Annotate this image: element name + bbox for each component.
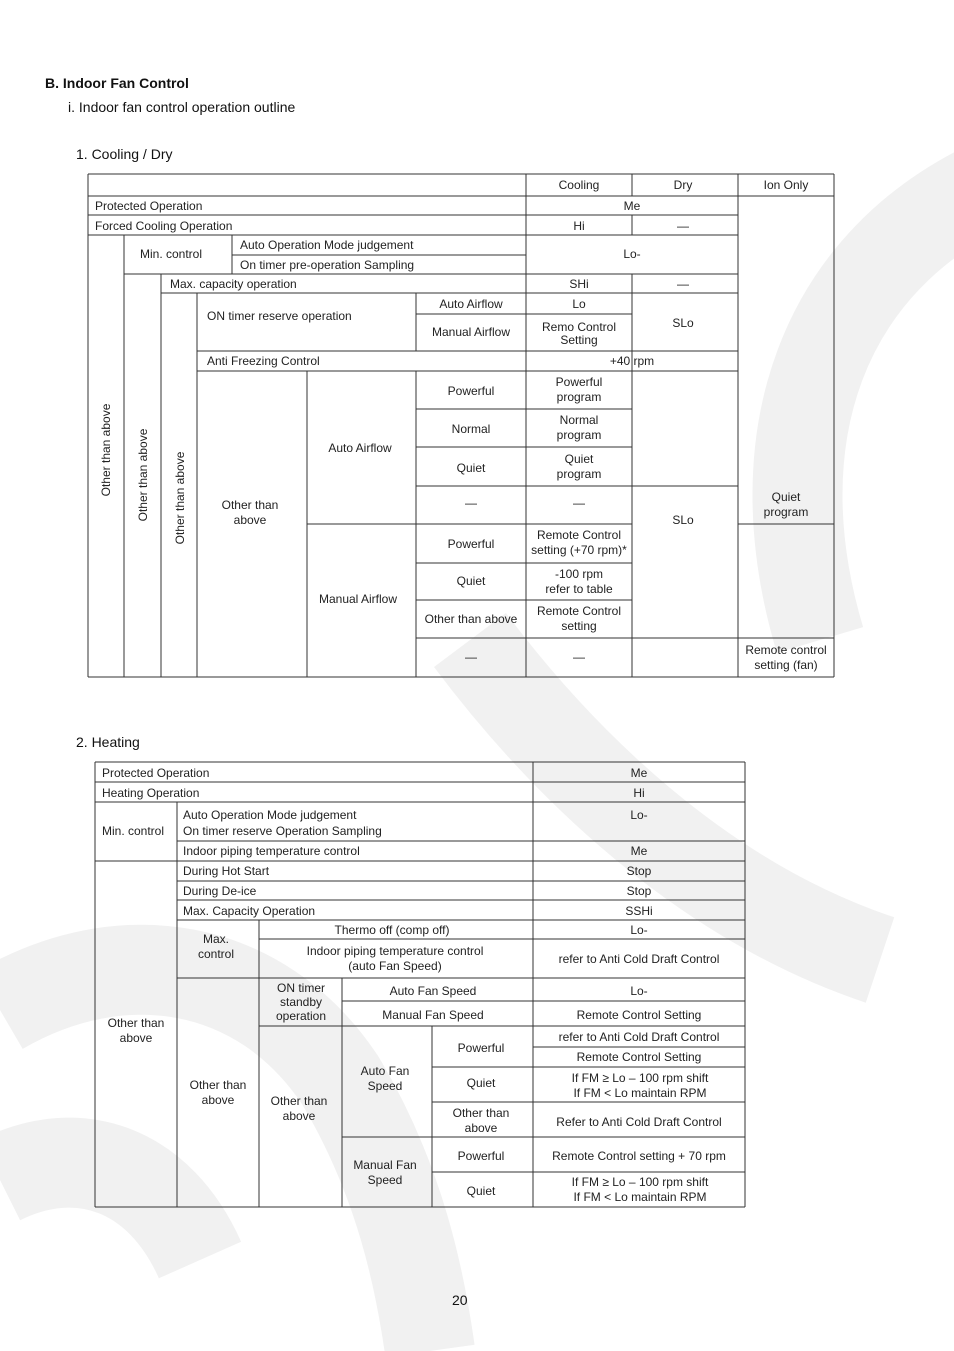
rc-setting-line2: setting	[561, 619, 597, 633]
heat-protected-value: Me	[630, 766, 648, 780]
other-than-above-line1: Other than	[221, 498, 279, 512]
forced-cooling-label: Forced Cooling Operation	[95, 219, 233, 233]
on-timer-auto-airflow: Auto Airflow	[439, 297, 503, 311]
quiet-program-line2: program	[556, 467, 602, 481]
heat-hot-start-value: Stop	[626, 864, 652, 878]
row-manual-powerful: Powerful	[447, 537, 495, 551]
heat-manual-quiet: Quiet	[466, 1184, 496, 1198]
manual-airflow-group-label: Manual Airflow	[318, 592, 398, 606]
heat-auto-other-line2: above	[464, 1121, 498, 1135]
heat-auto-fan-line2: Speed	[367, 1079, 403, 1093]
auto-judgement-label: Auto Operation Mode judgement	[240, 238, 414, 252]
section-heading: B. Indoor Fan Control	[45, 75, 189, 91]
forced-cooling-value: Hi	[573, 219, 585, 233]
header-ion-only: Ion Only	[763, 178, 809, 192]
heat-min-control-label: Min. control	[102, 824, 165, 838]
quiet-program-line1: Quiet	[564, 452, 594, 466]
quiet-ion-line1: Quiet	[771, 490, 801, 504]
on-timer-manual-value-line1: Remo Control	[541, 320, 617, 334]
min-control-value: Lo-	[623, 247, 641, 261]
rc-plus70-line2: setting (+70 rpm)*	[531, 543, 627, 557]
row-last-dash-mode: —	[465, 650, 477, 664]
heat-protected-label: Protected Operation	[102, 766, 210, 780]
heat-piping-auto-line2: (auto Fan Speed)	[348, 959, 442, 973]
heat-standby-manual-fan: Manual Fan Speed	[382, 1008, 484, 1022]
heat-manual-quiet-value2: If FM < Lo maintain RPM	[573, 1190, 707, 1204]
on-timer-manual-airflow: Manual Airflow	[431, 325, 511, 339]
heat-standby-manual-fan-value: Remote Control Setting	[576, 1008, 702, 1022]
heat-piping-auto-line1: Indoor piping temperature control	[306, 944, 484, 958]
heat-standby-auto-fan: Auto Fan Speed	[389, 984, 477, 998]
forced-cooling-dry-value: —	[677, 219, 689, 233]
heat-other-than-above-1a: Other than	[107, 1016, 165, 1030]
on-timer-auto-airflow-value: Lo	[572, 297, 586, 311]
header-dry: Dry	[673, 178, 693, 192]
heat-manual-fan-line2: Speed	[367, 1173, 403, 1187]
heat-on-standby-line3: operation	[275, 1009, 327, 1023]
heat-auto-powerful: Powerful	[457, 1041, 505, 1055]
normal-program-line1: Normal	[559, 413, 599, 427]
heat-piping-value: Me	[630, 844, 648, 858]
rc-plus70-line1: Remote Control	[536, 528, 622, 542]
max-capacity-dry-value: —	[677, 277, 689, 291]
heat-auto-other-value: Refer to Anti Cold Draft Control	[556, 1115, 722, 1129]
heat-piping-label: Indoor piping temperature control	[183, 844, 360, 858]
heat-auto-quiet: Quiet	[466, 1076, 496, 1090]
powerful-program-line2: program	[556, 390, 602, 404]
on-timer-sampling-label: On timer pre-operation Sampling	[240, 258, 415, 272]
heat-other-than-above-1b: above	[119, 1031, 153, 1045]
heat-standby-auto-fan-value: Lo-	[630, 984, 648, 998]
heat-other-than-above-3a: Other than	[270, 1094, 328, 1108]
heat-manual-fan-line1: Manual Fan	[353, 1158, 417, 1172]
quiet-ion-line2: program	[763, 505, 809, 519]
heat-deice-value: Stop	[626, 884, 652, 898]
heat-max-control-line1: Max.	[202, 932, 230, 946]
heat-manual-powerful-value: Remote Control setting + 70 rpm	[552, 1149, 726, 1163]
row-quiet: Quiet	[456, 461, 486, 475]
protected-operation-label: Protected Operation	[95, 199, 203, 213]
anti-freezing-label: Anti Freezing Control	[207, 354, 320, 368]
rc-fan-line1: Remote control	[745, 643, 827, 657]
on-timer-dry-value: SLo	[672, 316, 694, 330]
heat-max-capacity-value: SSHi	[625, 904, 653, 918]
heat-auto-other-line1: Other than	[452, 1106, 510, 1120]
rc-setting-line1: Remote Control	[536, 604, 622, 618]
rc-fan-line2: setting (fan)	[754, 658, 818, 672]
heat-operation-value: Hi	[633, 786, 645, 800]
row-powerful: Powerful	[447, 384, 495, 398]
auto-airflow-group-label: Auto Airflow	[328, 441, 392, 455]
on-timer-manual-value-line2: Setting	[560, 333, 598, 347]
heat-deice-label: During De-ice	[183, 884, 257, 898]
other-than-above-vertical-1: Other than above	[99, 403, 113, 497]
heat-auto-quiet-value1: If FM ≥ Lo – 100 rpm shift	[571, 1071, 709, 1085]
other-than-above-line2: above	[233, 513, 267, 527]
on-timer-reserve-label: ON timer reserve operation	[207, 309, 352, 323]
heat-on-standby-line1: ON timer	[277, 981, 325, 995]
heating-title: 2. Heating	[76, 734, 140, 750]
heat-auto-quiet-value2: If FM < Lo maintain RPM	[573, 1086, 707, 1100]
heat-thermo-off-value: Lo-	[630, 923, 648, 937]
max-capacity-label: Max. capacity operation	[170, 277, 297, 291]
heat-max-capacity-label: Max. Capacity Operation	[183, 904, 316, 918]
heat-auto-powerful-value1: refer to Anti Cold Draft Control	[558, 1030, 720, 1044]
section-subheading: i. Indoor fan control operation outline	[68, 99, 296, 115]
heat-other-than-above-3b: above	[282, 1109, 316, 1123]
row-last-dash-cooling: —	[573, 650, 585, 664]
heat-hot-start-label: During Hot Start	[183, 864, 270, 878]
dry-slo-value: SLo	[672, 513, 694, 527]
heat-manual-quiet-value1: If FM ≥ Lo – 100 rpm shift	[571, 1175, 709, 1189]
heat-other-than-above-2b: above	[201, 1093, 235, 1107]
heat-auto-fan-line1: Auto Fan	[360, 1064, 410, 1078]
powerful-program-line1: Powerful	[555, 375, 603, 389]
cooling-dry-title: 1. Cooling / Dry	[76, 146, 173, 162]
normal-program-line2: program	[556, 428, 602, 442]
row-dash-mode: —	[465, 496, 477, 510]
other-than-above-vertical-2: Other than above	[136, 428, 150, 522]
heat-auto-powerful-value2: Remote Control Setting	[576, 1050, 702, 1064]
anti-freezing-value: +40 rpm	[609, 354, 655, 368]
heat-min-control-value: Lo-	[630, 808, 648, 822]
heat-thermo-off-label: Thermo off (comp off)	[334, 923, 450, 937]
heat-auto-judgement: Auto Operation Mode judgement	[183, 808, 357, 822]
row-manual-other: Other than above	[424, 612, 518, 626]
heat-max-control-line2: control	[197, 947, 235, 961]
min-control-label: Min. control	[140, 247, 203, 261]
max-capacity-value: SHi	[569, 277, 589, 291]
heat-manual-powerful: Powerful	[457, 1149, 505, 1163]
heat-on-timer-sampling: On timer reserve Operation Sampling	[183, 824, 382, 838]
header-cooling: Cooling	[558, 178, 600, 192]
row-manual-quiet: Quiet	[456, 574, 486, 588]
heat-piping-auto-value: refer to Anti Cold Draft Control	[558, 952, 720, 966]
row-dash-cooling: —	[573, 496, 585, 510]
page-number: 20	[452, 1292, 468, 1308]
row-normal: Normal	[451, 422, 491, 436]
minus100-line2: refer to table	[545, 582, 613, 596]
heat-other-than-above-2a: Other than	[189, 1078, 247, 1092]
other-than-above-vertical-3: Other than above	[173, 451, 187, 545]
heat-on-standby-line2: standby	[279, 995, 323, 1009]
minus100-line1: -100 rpm	[554, 567, 604, 581]
protected-operation-value: Me	[623, 199, 641, 213]
heat-operation-label: Heating Operation	[102, 786, 200, 800]
